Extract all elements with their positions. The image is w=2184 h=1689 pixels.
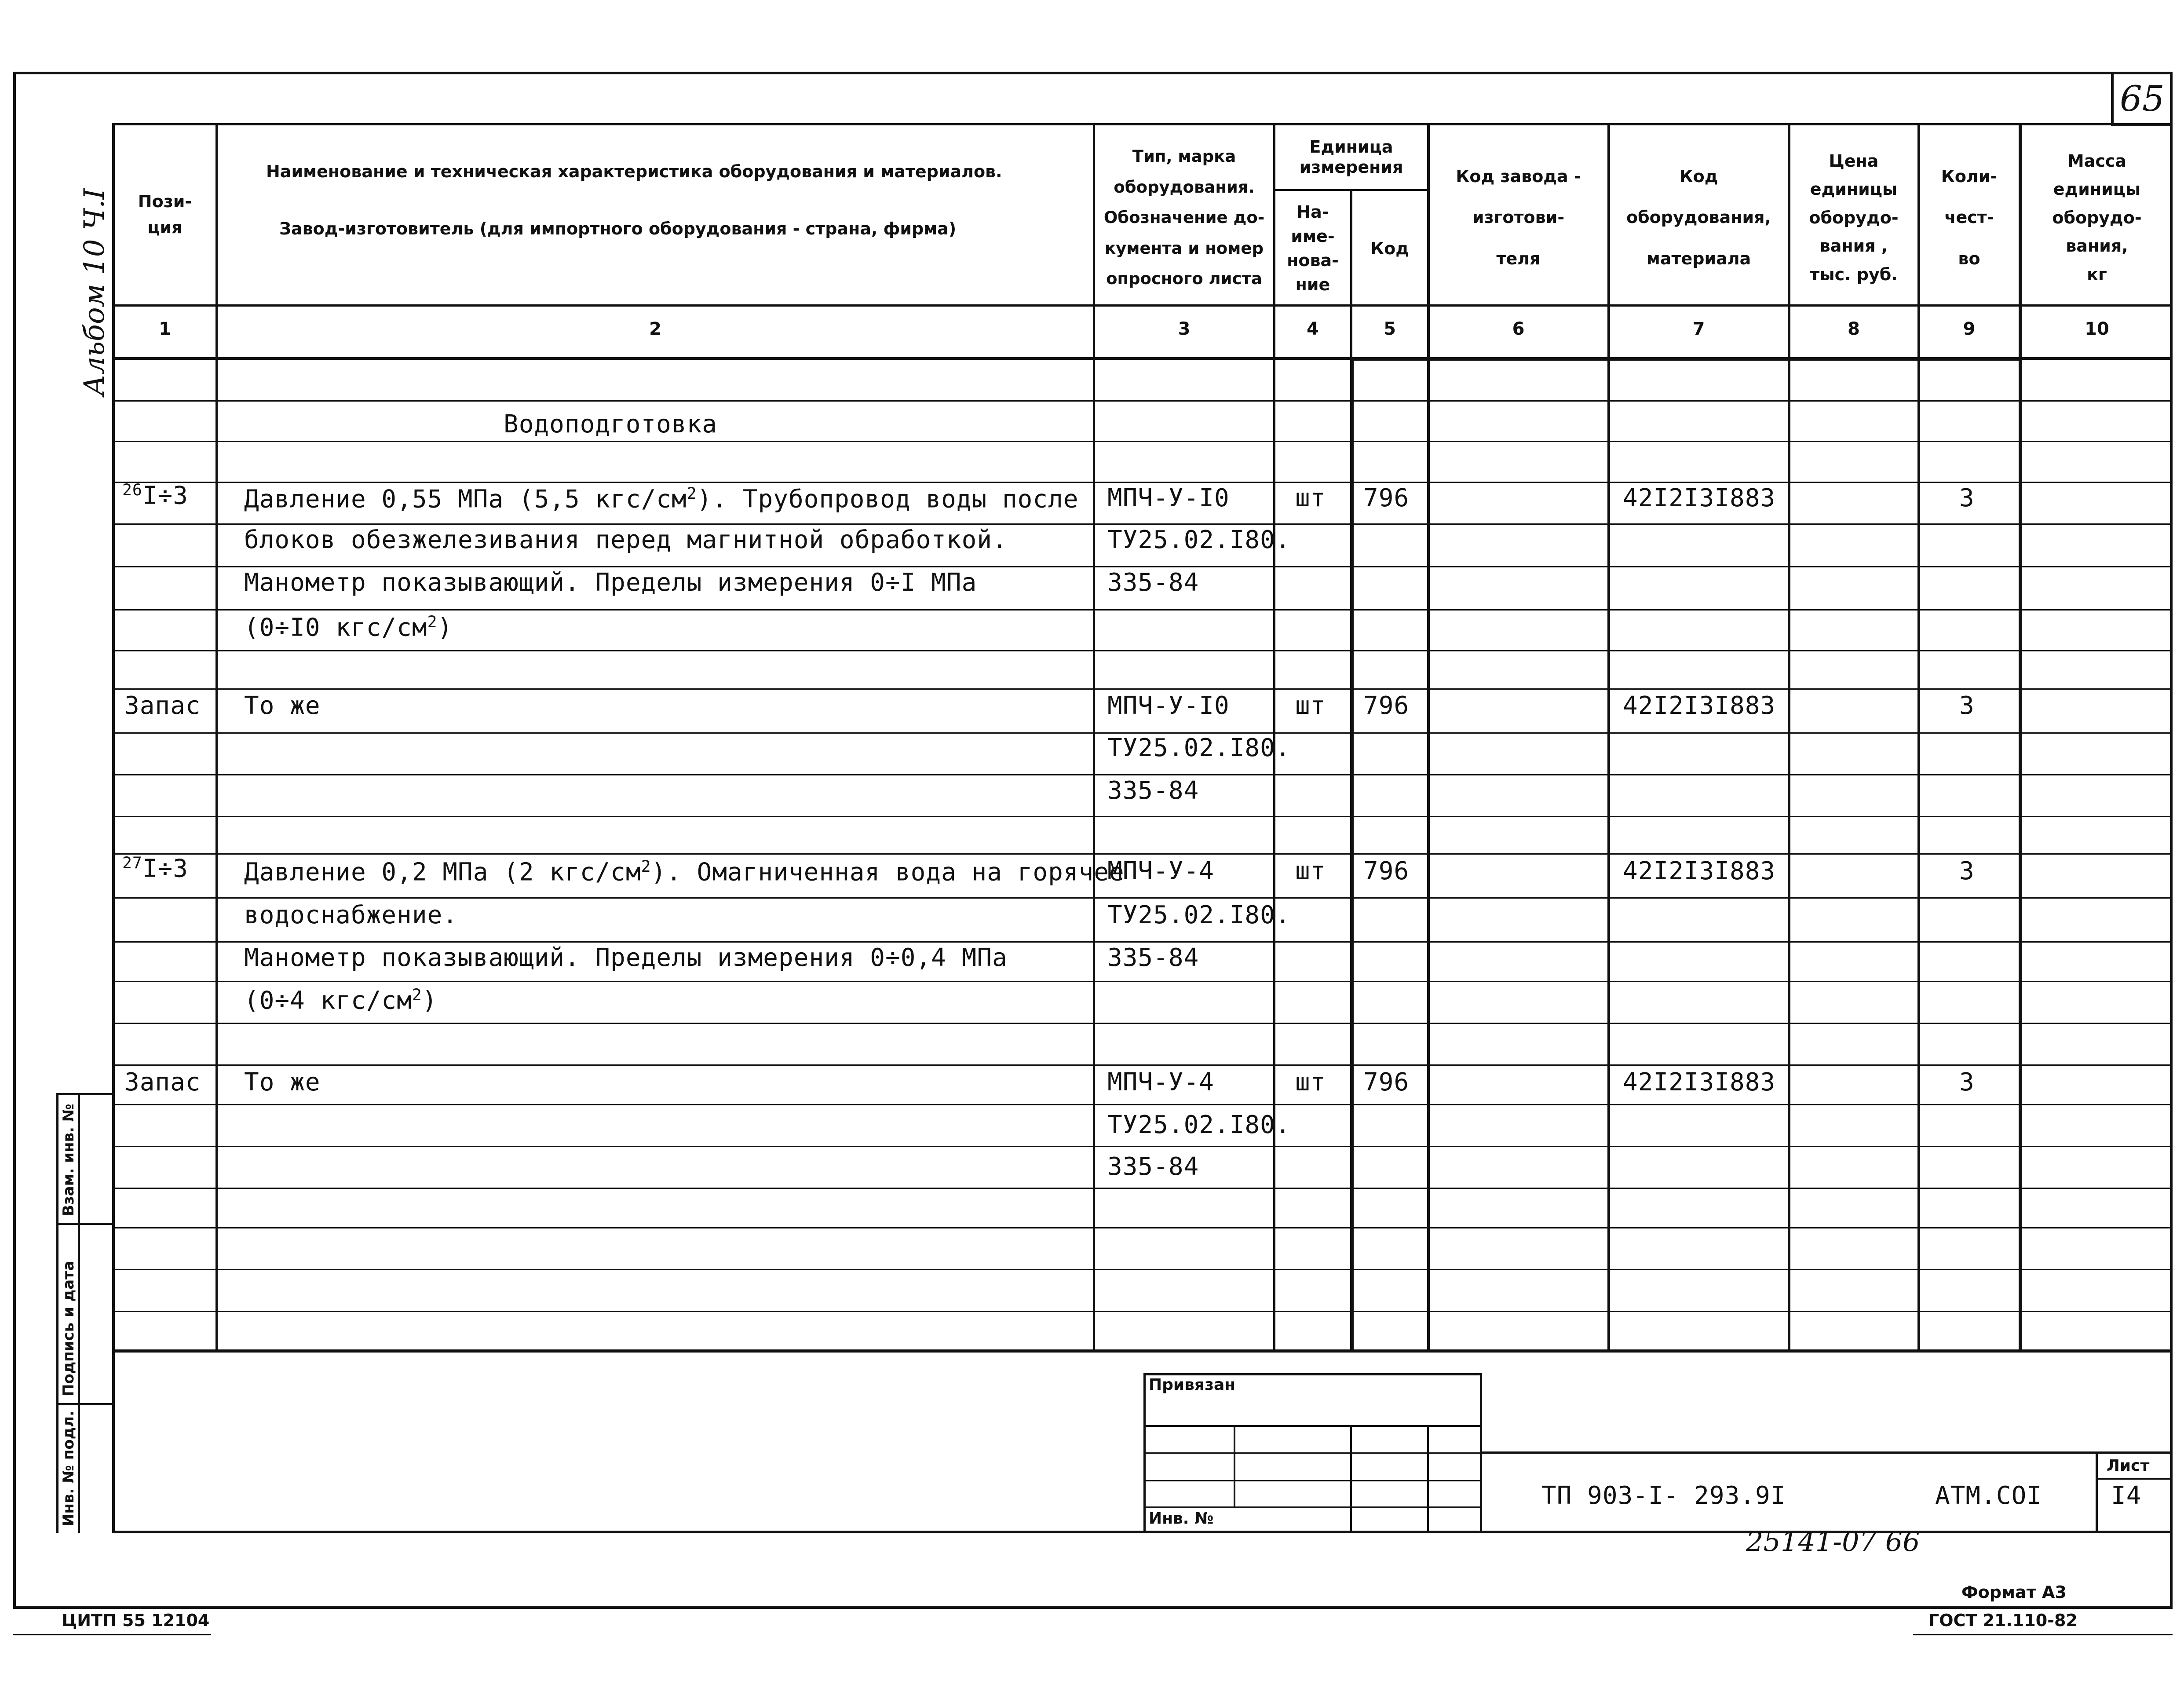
item-27-equip-code: 42I2I3I883 <box>1623 857 1776 885</box>
item-27-type1: МПЧ-У-4 <box>1107 857 1215 885</box>
item-26-type2: ТУ25.02.I80. <box>1107 526 1291 554</box>
row-line <box>112 566 2173 567</box>
inv-no-label: Инв. № <box>1149 1510 1214 1528</box>
item-26-line4: (0÷I0 кгс/$см^2$) <box>244 612 453 642</box>
reserve-2-unit: шт <box>1295 1068 1326 1097</box>
item-26-equip-code: 42I2I3I883 <box>1623 484 1776 512</box>
col-line-2 <box>1093 123 1095 1353</box>
bold-box-top <box>1350 357 2022 361</box>
colnum-4: 4 <box>1307 319 1319 339</box>
side-vzam-label: Взам. инв. № <box>60 1104 77 1216</box>
colnum-1: 1 <box>159 319 171 339</box>
row-line <box>112 941 2173 943</box>
colnum-5: 5 <box>1384 319 1396 339</box>
row-line <box>112 1269 2173 1270</box>
header-equip-code: Код оборудования, материала <box>1626 167 1771 268</box>
item-26-qty: 3 <box>1959 484 1975 512</box>
row-line <box>112 650 2173 651</box>
unit-sub-line <box>1273 189 1429 191</box>
item-27-qty: 3 <box>1959 857 1975 885</box>
side-sep-1 <box>56 1223 113 1225</box>
header-bottom <box>112 304 2173 307</box>
stamp-row-2 <box>1143 1452 1482 1454</box>
footer-underline-left <box>13 1634 211 1635</box>
side-podpis-label: Подпись и дата <box>60 1261 77 1397</box>
item-26-line1: Давление 0,55 МПа (5,5 кгс/$см^2$). Трубопровод воды после <box>244 484 1079 514</box>
page-number: 65 <box>2120 78 2165 119</box>
doc-mark: АТМ.СОI <box>1935 1481 2042 1510</box>
col-line-5 <box>1427 123 1430 1353</box>
reserve-1-qty: 3 <box>1959 691 1975 720</box>
item-27-line3: Манометр показывающий. Пределы измерения 0÷0,4 МПа <box>244 943 1008 972</box>
item-26-position: $^{26}$I÷3 <box>122 480 188 510</box>
privyazan-label: Привязан <box>1149 1376 1236 1394</box>
stamp-row-4 <box>1143 1506 1482 1508</box>
sheet-box-left <box>2096 1451 2098 1533</box>
frame-top <box>13 72 2173 74</box>
reserve-1-type3: 335-84 <box>1107 776 1199 805</box>
gost-label: ГОСТ 21.110-82 <box>1928 1611 2078 1630</box>
stamp-vline-1 <box>1234 1425 1235 1506</box>
album-label: Альбом 10 Ч.I <box>78 188 111 396</box>
row-line <box>112 816 2173 817</box>
item-27-line2: водоснабжение. <box>244 901 458 929</box>
reserve-1-code: 796 <box>1363 691 1410 720</box>
row-line <box>112 1311 2173 1312</box>
reserve-1-line1: То же <box>244 691 321 720</box>
doc-code: ТП 903-I- 293.9I <box>1541 1481 1786 1510</box>
row-line <box>112 400 2173 402</box>
stamp-block-top <box>1143 1373 1482 1375</box>
header-maker-code: Код завода - изготови- теля <box>1456 167 1581 268</box>
colnum-9: 9 <box>1963 319 1976 339</box>
item-26-type3: 335-84 <box>1107 568 1199 597</box>
header-unit: Единица измерения <box>1299 137 1403 177</box>
header-type: Тип, марка оборудования. Обозначение до- кумента и номер опросного листа <box>1103 147 1265 289</box>
body-bottom <box>112 1349 2173 1353</box>
item-27-code: 796 <box>1363 857 1410 885</box>
citp-label: ЦИТП 55 12104 <box>62 1611 210 1630</box>
col-line-4b <box>1350 358 1354 1353</box>
colnum-10: 10 <box>2085 319 2109 339</box>
header-position: Пози- ция <box>138 191 192 237</box>
row-line <box>112 1188 2173 1189</box>
handwritten-number: 25141-07 66 <box>1746 1525 1920 1557</box>
reserve-1-type1: МПЧ-У-I0 <box>1107 691 1230 720</box>
table-top <box>112 123 2173 125</box>
col-line-9 <box>2019 123 2022 1353</box>
header-unit-code: Код <box>1370 238 1409 258</box>
row-line <box>112 774 2173 775</box>
row-line <box>112 1227 2173 1228</box>
page-box-left <box>2111 72 2114 126</box>
footer-underline-right <box>1913 1634 2173 1635</box>
titleblock-top <box>1480 1451 2173 1454</box>
reserve-2-type1: МПЧ-У-4 <box>1107 1068 1215 1097</box>
header-mass: Масса единицы оборудо- вания, кг <box>2052 151 2142 284</box>
format-label: Формат А3 <box>1961 1583 2067 1602</box>
row-line <box>112 981 2173 982</box>
item-26-type1: МПЧ-У-I0 <box>1107 484 1230 512</box>
reserve-2-line1: То же <box>244 1068 321 1097</box>
reserve-2-code: 796 <box>1363 1068 1410 1097</box>
item-26-unit: шт <box>1295 484 1326 512</box>
row-line <box>112 1146 2173 1147</box>
header-name-line2: Завод-изготовитель (для импортного оборудования - страна, фирма) <box>279 219 957 238</box>
reserve-2-type3: 335-84 <box>1107 1152 1199 1181</box>
item-26-code: 796 <box>1363 484 1410 512</box>
row-line <box>112 441 2173 442</box>
item-27-position: $^{27}$I÷3 <box>122 853 188 883</box>
sheet-label: Лист <box>2107 1457 2150 1475</box>
item-27-type2: ТУ25.02.I80. <box>1107 901 1291 929</box>
item-26-line3: Манометр показывающий. Пределы измерения 0÷I МПа <box>244 568 977 597</box>
reserve-1-equip-code: 42I2I3I883 <box>1623 691 1776 720</box>
reserve-2-type2: ТУ25.02.I80. <box>1107 1111 1291 1139</box>
frame-bottom <box>13 1606 2173 1609</box>
reserve-1-unit: шт <box>1295 691 1326 720</box>
colnum-7: 7 <box>1692 319 1705 339</box>
side-box-left <box>56 1093 58 1533</box>
sheet-number: I4 <box>2111 1481 2142 1510</box>
frame-left <box>13 72 16 1609</box>
header-name-line1: Наименование и техническая характеристика оборудования и материалов. <box>266 161 1002 181</box>
row-line <box>112 897 2173 899</box>
section-title: Водоподготовка <box>504 410 718 439</box>
item-27-unit: шт <box>1295 857 1326 885</box>
reserve-1-type2: ТУ25.02.I80. <box>1107 734 1291 762</box>
col-line-1 <box>215 123 218 1353</box>
stamp-row-3 <box>1143 1480 1482 1481</box>
col-line-7 <box>1788 123 1790 1353</box>
stamp-row-1 <box>1143 1425 1482 1427</box>
item-26-line2: блоков обезжелезивания перед магнитной обработкой. <box>244 526 1008 554</box>
stamp-vline-2 <box>1350 1425 1352 1533</box>
col-line-8 <box>1917 123 1920 1353</box>
row-line <box>112 482 2173 483</box>
stamp-vline-3 <box>1427 1425 1429 1533</box>
item-27-type3: 335-84 <box>1107 943 1199 972</box>
colnum-6: 6 <box>1512 319 1525 339</box>
side-sep-2 <box>56 1403 113 1405</box>
row-line <box>112 1064 2173 1066</box>
header-quantity: Коли- чест- во <box>1941 167 1998 268</box>
reserve-2-position: Запас <box>124 1068 201 1097</box>
col-line-6 <box>1607 123 1610 1353</box>
header-price: Цена единицы оборудо- вания , тыс. руб. <box>1809 151 1899 284</box>
header-unit-name: На- име- нова- ние <box>1287 202 1339 295</box>
side-box-top <box>56 1093 113 1095</box>
row-line <box>112 609 2173 611</box>
side-inv-podl-label: Инв. № подл. <box>60 1410 77 1526</box>
reserve-2-equip-code: 42I2I3I883 <box>1623 1068 1776 1097</box>
row-line <box>112 688 2173 690</box>
sheet-box-mid <box>2096 1478 2173 1480</box>
reserve-2-qty: 3 <box>1959 1068 1975 1097</box>
colnum-2: 2 <box>649 319 661 339</box>
colnum-8: 8 <box>1848 319 1860 339</box>
row-line <box>112 853 2173 855</box>
row-line <box>112 523 2173 525</box>
row-line <box>112 1023 2173 1024</box>
side-box-mid <box>78 1093 80 1533</box>
item-27-line1: Давление 0,2 МПа (2 кгс/$см^2$). Омагниченная вода на горячее <box>244 857 1125 887</box>
item-27-line4: (0÷4 кгс/$см^2$) <box>244 985 438 1015</box>
colnum-3: 3 <box>1178 319 1191 339</box>
reserve-1-position: Запас <box>124 691 201 720</box>
row-line <box>112 1104 2173 1105</box>
